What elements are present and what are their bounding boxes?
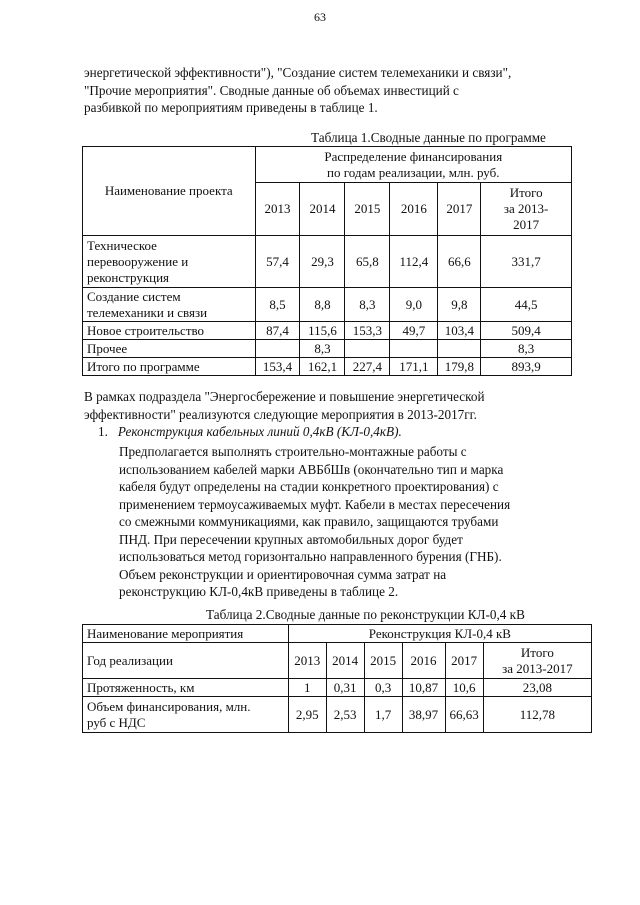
table2 [82, 624, 592, 733]
row-name-line: реконструкция [87, 269, 170, 285]
table2-cell: 1,7 [364, 697, 402, 733]
table1-cell: 65,8 [345, 236, 390, 288]
section-line: В рамках подраздела "Энергосбережение и повышение энергетической [84, 389, 485, 404]
table2-cell: 0,3 [364, 679, 402, 697]
table2-row-name: Протяженность, км [83, 679, 289, 697]
table-row [83, 288, 572, 322]
section-line: эффективности" реализуются следующие мероприятия в 2013-2017гг. [84, 406, 477, 422]
table1-total-header-line: 2017 [513, 217, 540, 232]
table2-year-header: 2017 [445, 643, 483, 679]
table1 [82, 146, 572, 376]
row-name-line: Техническое [87, 237, 157, 253]
table1-cell: 66,6 [438, 236, 481, 288]
row-name-line: руб с НДС [87, 714, 146, 730]
table1-caption: Таблица 1.Сводные данные по программе [311, 130, 546, 145]
table1-total-header [481, 183, 572, 236]
table1-cell: 57,4 [255, 236, 300, 288]
row-name-line: телемеханики и связи [87, 304, 208, 320]
table1-cell [438, 340, 481, 358]
table2-cell: 10,6 [445, 679, 483, 697]
list-item-number: 1. [98, 424, 108, 439]
table1-name-header: Наименование проекта [83, 147, 256, 236]
item1-paragraph [119, 443, 570, 601]
table1-cell: 115,6 [300, 322, 345, 340]
table2-total-header-line: за 2013-2017 [502, 660, 573, 676]
table1-cell: 8,3 [300, 340, 345, 358]
table-row [83, 358, 572, 376]
table-row [83, 679, 592, 697]
table2-year-label: Год реализации [83, 643, 289, 679]
table1-total-header-line: за 2013- [503, 201, 549, 216]
list-item-heading [98, 424, 402, 440]
table2-total-cell: 112,78 [483, 697, 591, 733]
table2-cell: 2,53 [326, 697, 364, 733]
row-name-line: перевооружение и [87, 253, 189, 269]
item1-line: кабеля будут определены на стадии конкретного проектирования) с [119, 479, 499, 494]
list-item-title: Реконструкция кабельных линий 0,4кВ (КЛ-0,4кВ). [117, 424, 402, 439]
table1-cell: 29,3 [300, 236, 345, 288]
table2-total-header-line: Итого [520, 644, 554, 660]
item1-line: применением термоусаживаемых муфт. Кабели в местах пересечения [119, 496, 511, 512]
table2-cell: 38,97 [402, 697, 445, 733]
table1-year-header: 2017 [438, 183, 481, 236]
table1-year-header: 2015 [345, 183, 390, 236]
table1-cell: 87,4 [255, 322, 300, 340]
intro-paragraph [84, 64, 570, 117]
table1-group-header-line: Распределение финансирования [324, 148, 503, 164]
table1-cell: 9,0 [390, 288, 438, 322]
item1-line: со смежными коммуникациями, как правило, защищаются трубами [119, 514, 499, 529]
section-paragraph [84, 388, 570, 423]
table-row [83, 697, 592, 733]
item1-line: реконструкцию КЛ-0,4кВ приведены в таблице 2. [119, 584, 399, 599]
table2-cell: 0,31 [326, 679, 364, 697]
table1-cell [390, 340, 438, 358]
table1-year-header: 2016 [390, 183, 438, 236]
table1-cell: 8,5 [255, 288, 300, 322]
table1-cell: 9,8 [438, 288, 481, 322]
table1-group-header-line: по годам реализации, млн. руб. [327, 164, 500, 180]
item1-line: использоваться метод горизонтально направленного бурения (ГНБ). [119, 549, 502, 564]
table1-cell: 227,4 [345, 358, 390, 376]
table-row [83, 340, 572, 358]
table2-row-name [83, 697, 289, 733]
item1-line: Объем реконструкции и ориентировочная сумма затрат на [119, 566, 447, 582]
table1-row-name: Новое строительство [83, 322, 256, 340]
table1-group-header [255, 147, 571, 183]
table2-caption: Таблица 2.Сводные данные по реконструкции КЛ-0,4 кВ [206, 607, 525, 622]
table2-year-header: 2013 [288, 643, 326, 679]
table1-row-name [83, 288, 256, 322]
table2-group-header: Реконструкция КЛ-0,4 кВ [288, 625, 591, 643]
row-name-line: Создание систем [87, 288, 181, 304]
table1-total-cell: 331,7 [481, 236, 572, 288]
table2-year-header: 2016 [402, 643, 445, 679]
table1-total-cell: 44,5 [481, 288, 572, 322]
table-row [83, 236, 572, 288]
table-row [83, 322, 572, 340]
table1-total-cell: 893,9 [481, 358, 572, 376]
intro-line: "Прочие мероприятия". Сводные данные об объемах инвестиций с [84, 82, 459, 98]
table2-col1-header: Наименование мероприятия [83, 625, 289, 643]
table2-total-cell: 23,08 [483, 679, 591, 697]
page-number: 63 [314, 10, 326, 24]
intro-line: энергетической эффективности"), "Создание систем телемеханики и связи", [84, 65, 512, 80]
table2-cell: 66,63 [445, 697, 483, 733]
table1-total-cell: 8,3 [481, 340, 572, 358]
intro-line: разбивкой по мероприятиям приведены в таблице 1. [84, 100, 378, 115]
table1-year-header: 2014 [300, 183, 345, 236]
table1-year-header: 2013 [255, 183, 300, 236]
table2-cell: 10,87 [402, 679, 445, 697]
table1-total-cell: 509,4 [481, 322, 572, 340]
table1-cell: 153,4 [255, 358, 300, 376]
table1-row-name: Прочее [83, 340, 256, 358]
table1-cell: 49,7 [390, 322, 438, 340]
table2-cell: 1 [288, 679, 326, 697]
table1-cell: 112,4 [390, 236, 438, 288]
table1-cell: 171,1 [390, 358, 438, 376]
table1-cell [345, 340, 390, 358]
table1-row-name: Итого по программе [83, 358, 256, 376]
table1-cell: 153,3 [345, 322, 390, 340]
table2-year-header: 2014 [326, 643, 364, 679]
table1-row-name [83, 236, 256, 288]
row-name-line: Объем финансирования, млн. [87, 698, 251, 714]
item1-line: ПНД. При пересечении крупных автомобильных дорог будет [119, 531, 463, 547]
table1-cell: 8,8 [300, 288, 345, 322]
table1-cell [255, 340, 300, 358]
table2-year-header: 2015 [364, 643, 402, 679]
item1-line: Предполагается выполнять строительно-монтажные работы с [119, 444, 467, 459]
table1-cell: 162,1 [300, 358, 345, 376]
table1-cell: 179,8 [438, 358, 481, 376]
table1-total-header-line: Итого [509, 185, 543, 200]
item1-line: использованием кабелей марки АВБбШв (окончательно тип и марка [119, 461, 504, 477]
table2-cell: 2,95 [288, 697, 326, 733]
table1-cell: 8,3 [345, 288, 390, 322]
table1-cell: 103,4 [438, 322, 481, 340]
table2-total-header [483, 643, 591, 679]
